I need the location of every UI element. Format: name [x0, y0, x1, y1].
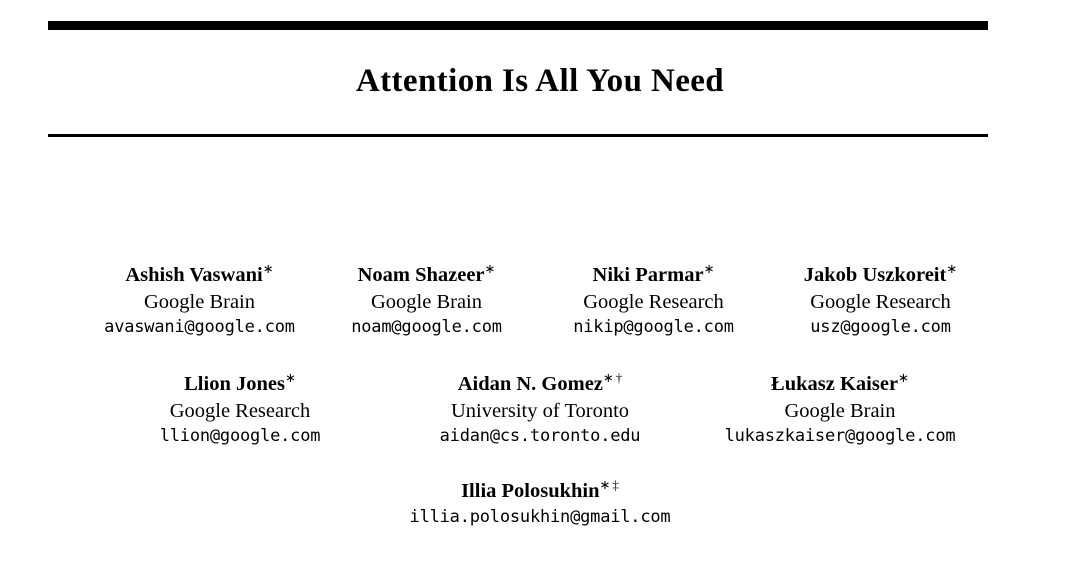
author-footnote-star: ∗ — [946, 261, 958, 277]
author-email[interactable]: nikip@google.com — [573, 317, 734, 337]
author-entry — [767, 262, 994, 340]
author-entry — [540, 262, 767, 340]
author-footnote-star: ∗ — [484, 261, 496, 277]
author-affiliation: Google Research — [169, 400, 311, 422]
page-title: Attention Is All You Need — [355, 63, 725, 99]
author-row — [0, 478, 1080, 530]
author-email[interactable]: usz@google.com — [810, 317, 951, 337]
author-name — [86, 262, 313, 289]
author-entry — [690, 371, 990, 449]
author-email[interactable]: llion@google.com — [159, 426, 321, 446]
author-footnote-star: ∗ — [262, 261, 274, 277]
author-name — [767, 262, 994, 289]
author-block — [0, 262, 1080, 530]
author-footnote-star: ∗ — [602, 370, 614, 386]
author-name-text: Aidan N. Gomez — [457, 373, 603, 395]
author-affiliation: University of Toronto — [450, 400, 630, 422]
author-footnote-dagger: † — [615, 370, 623, 386]
author-entry — [390, 371, 690, 449]
author-affiliation: Google Brain — [143, 291, 256, 313]
author-name — [330, 478, 750, 505]
author-email[interactable]: avaswani@google.com — [104, 317, 295, 337]
author-name-text: Llion Jones — [184, 373, 285, 395]
author-email[interactable]: noam@google.com — [351, 317, 502, 337]
author-name — [690, 371, 990, 398]
author-affiliation: Google Research — [810, 291, 951, 313]
author-name-text: Niki Parmar — [592, 264, 704, 286]
author-name — [390, 371, 690, 398]
author-name-text: Noam Shazeer — [357, 264, 485, 286]
author-entry — [313, 262, 540, 340]
title-rule-top — [48, 21, 988, 30]
author-footnote-dagger: ‡ — [612, 477, 619, 493]
author-entry — [86, 262, 313, 340]
author-name — [313, 262, 540, 289]
author-name-text: Ashish Vaswani — [125, 264, 263, 286]
author-email[interactable]: aidan@cs.toronto.edu — [439, 426, 641, 446]
author-entry — [330, 478, 750, 530]
author-footnote-star: ∗ — [284, 370, 296, 386]
author-email[interactable]: lukaszkaiser@google.com — [724, 426, 956, 446]
author-name-text: Illia Polosukhin — [461, 480, 600, 502]
author-name-text: Łukasz Kaiser — [771, 373, 899, 395]
title-rule-bottom — [48, 134, 988, 137]
author-email[interactable]: illia.polosukhin@gmail.com — [409, 507, 671, 527]
author-row — [0, 262, 1080, 340]
author-name-text: Jakob Uszkoreit — [803, 264, 947, 286]
author-name — [90, 371, 390, 398]
author-row — [0, 371, 1080, 449]
author-affiliation: Google Research — [583, 291, 724, 313]
author-entry — [90, 371, 390, 449]
author-affiliation: Google Brain — [370, 291, 483, 313]
author-name — [540, 262, 767, 289]
author-footnote-star: ∗ — [599, 477, 611, 493]
author-footnote-star: ∗ — [703, 261, 715, 277]
author-footnote-star: ∗ — [898, 370, 909, 386]
author-affiliation: Google Brain — [784, 400, 896, 422]
